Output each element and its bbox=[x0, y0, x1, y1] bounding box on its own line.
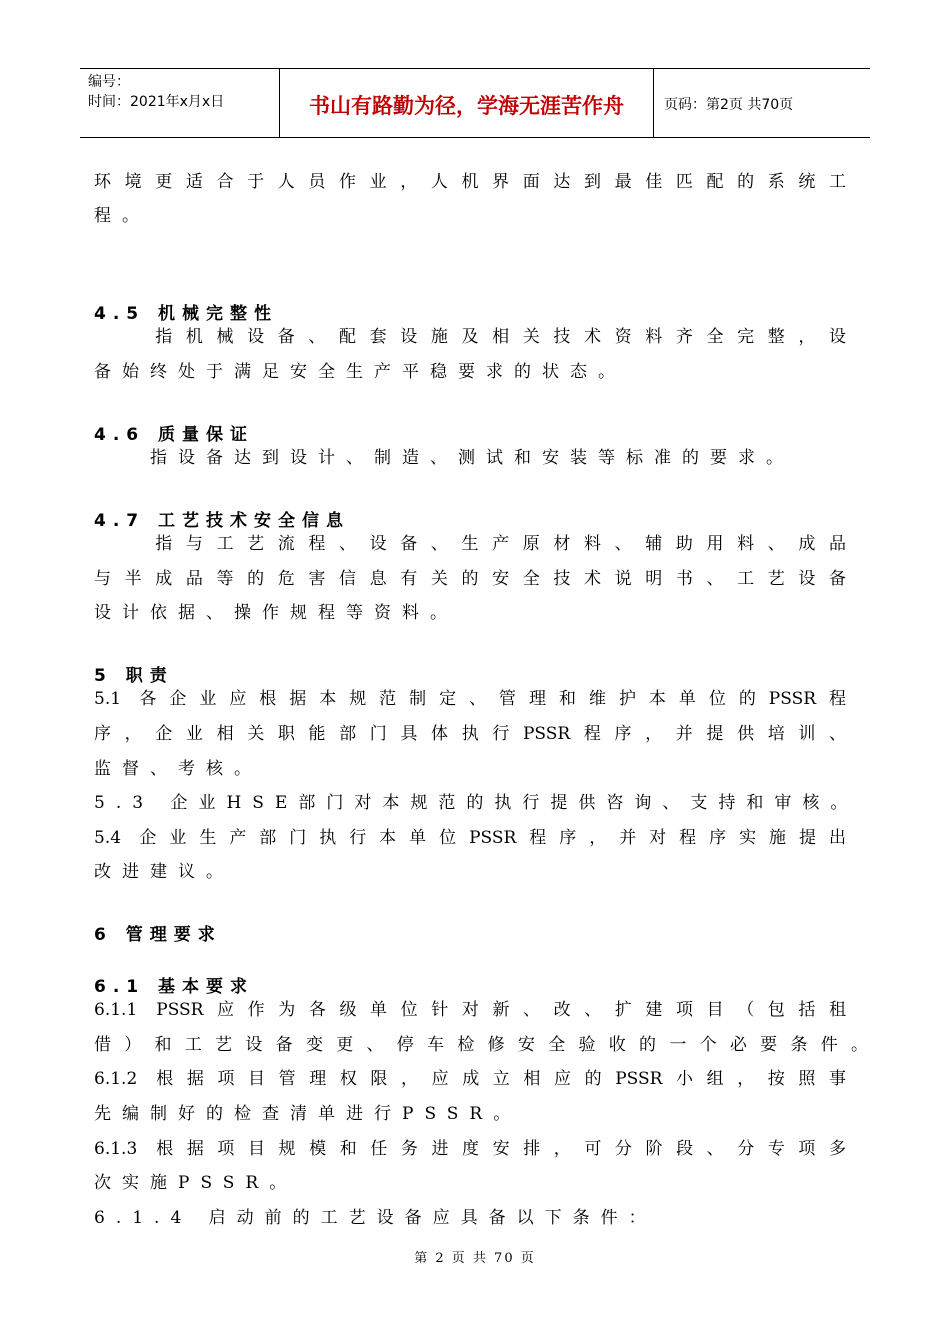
body-line: 改进建议。 bbox=[94, 862, 234, 882]
body-line: 6.1.4 启动前的工艺设备应具备以下条件： bbox=[94, 1208, 657, 1228]
document-date: 时间：2021年x月x日 bbox=[88, 94, 225, 110]
document-number-label: 编号： bbox=[88, 74, 130, 90]
section-heading-4-7: 4.7 工艺技术安全信息 bbox=[94, 511, 351, 531]
body-line: 5.1 各企业应根据本规范制定、管理和维护本单位的PSSR程 bbox=[94, 689, 846, 709]
header-page-info: 页码：第2页 共70页 bbox=[664, 97, 794, 113]
header-meta bbox=[80, 69, 280, 137]
body-line: 指与工艺流程、设备、生产原材料、辅助用料、成品 bbox=[94, 534, 846, 554]
body-line: 指设备达到设计、制造、测试和安装等标准的要求。 bbox=[94, 448, 794, 468]
page-header bbox=[80, 68, 870, 138]
body-line: 6.1.1 PSSR应作为各级单位针对新、改、扩建项目（包括租 bbox=[94, 1000, 846, 1020]
body-line: 6.1.3 根据项目规模和任务进度安排，可分阶段、分专项多 bbox=[94, 1139, 846, 1159]
body-line: 6.1.2 根据项目管理权限，应成立相应的PSSR小组，按照事 bbox=[94, 1069, 846, 1089]
body-line: 指机械设备、配套设施及相关技术资料齐全完整，设 bbox=[94, 327, 846, 347]
body-line: 与半成品等的危害信息有关的安全技术说明书、工艺设备 bbox=[94, 569, 846, 589]
body-line: 先编制好的检查清单进行PSSR。 bbox=[94, 1104, 522, 1124]
body-line: 程。 bbox=[94, 206, 150, 226]
body-line: 序，企业相关职能部门具体执行PSSR程序，并提供培训、 bbox=[94, 724, 846, 744]
body-line: 5.4 企业生产部门执行本单位PSSR程序，并对程序实施提出 bbox=[94, 828, 846, 848]
page-footer: 第 2 页 共 70 页 bbox=[414, 1251, 536, 1266]
body-line: 次实施PSSR。 bbox=[94, 1173, 298, 1193]
section-heading-4-5: 4.5 机械完整性 bbox=[94, 304, 279, 324]
header-motto: 书山有路勤为径，学海无涯苦作舟 bbox=[280, 69, 654, 137]
section-heading-4-6: 4.6 质量保证 bbox=[94, 425, 255, 445]
body-line: 备始终处于满足安全生产平稳要求的状态。 bbox=[94, 362, 626, 382]
body-line: 借）和工艺设备变更、停车检修安全验收的一个必要条件。 bbox=[94, 1035, 868, 1055]
section-heading-5: 5 职责 bbox=[94, 666, 174, 686]
section-heading-6: 6 管理要求 bbox=[94, 925, 222, 945]
body-line: 监督、考核。 bbox=[94, 759, 262, 779]
body-line: 环境更适合于人员作业，人机界面达到最佳匹配的系统工 bbox=[94, 172, 846, 192]
body-line: 设计依据、操作规程等资料。 bbox=[94, 603, 458, 623]
section-heading-6-1: 6.1 基本要求 bbox=[94, 977, 255, 997]
body-line: 5.3 企业HSE部门对本规范的执行提供咨询、支持和审核。 bbox=[94, 793, 859, 813]
